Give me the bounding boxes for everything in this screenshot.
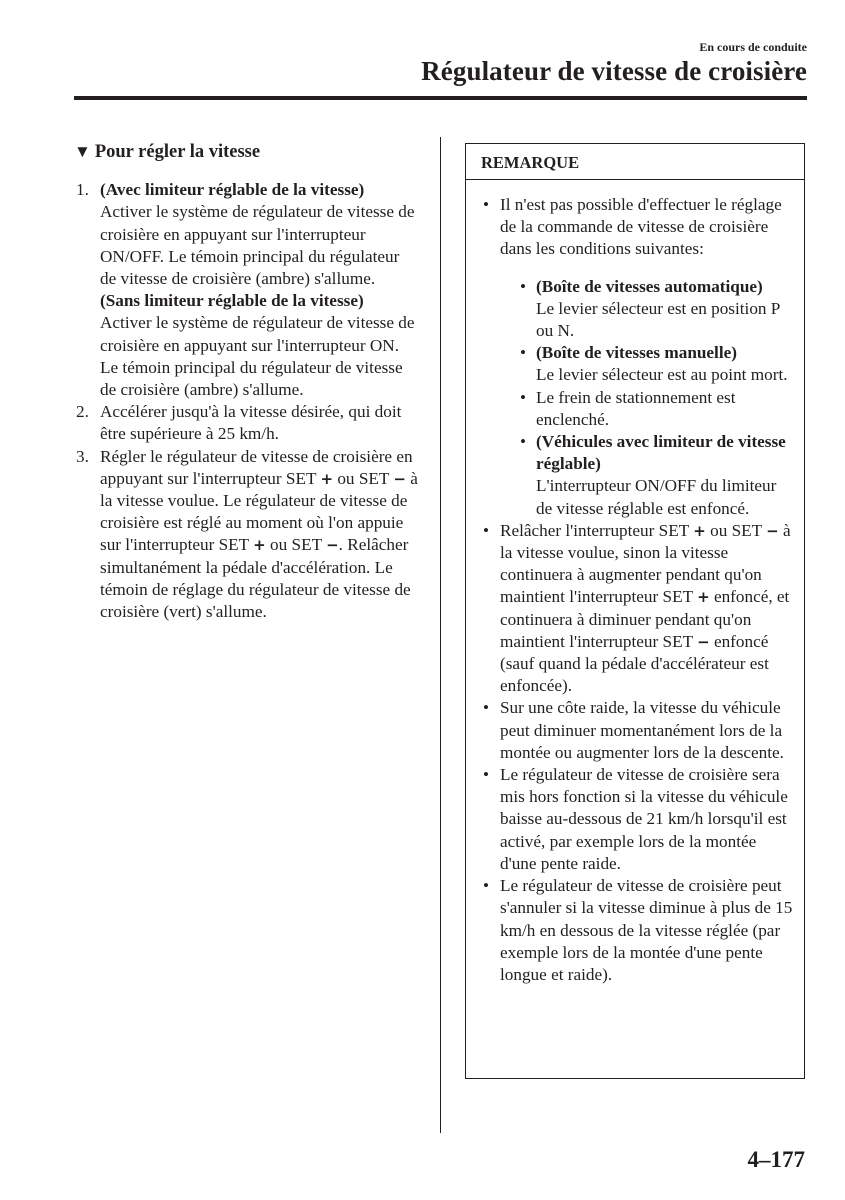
condition-text: L'interrupteur ON/OFF du limiteur de vitesse réglable est enfoncé.	[536, 476, 777, 518]
note-intro: Il n'est pas possible d'effectuer le réglage de la commande de vitesse de croisière dans les conditions suivantes:	[500, 195, 782, 259]
minus-icon: −	[393, 469, 406, 488]
condition-item	[500, 342, 794, 386]
subheading	[74, 141, 418, 163]
plus-icon: +	[697, 588, 710, 607]
page-title: Régulateur de vitesse de croisière	[421, 56, 807, 86]
plus-icon: +	[693, 521, 706, 540]
header-rule	[74, 96, 807, 100]
slope-text: Sur une côte raide, la vitesse du véhicule peut diminuer momentanément lors de la montée ou augmenter lors de la descente.	[500, 698, 784, 762]
note-item-cancel	[480, 875, 794, 986]
minus-icon: −	[326, 536, 339, 555]
cancel-text: Le régulateur de vitesse de croisière peut s'annuler si la vitesse diminue à plus de 15 km/h en dessous de la vitesse réglée (par exemple lors de la montée d'une pente longue et raide).	[500, 876, 793, 984]
release-text-5: enfoncé (sauf quand la pédale d'accélérateur est enfoncée).	[500, 631, 769, 696]
step-2	[74, 401, 418, 445]
release-text-3: à la vitesse voulue, sinon la vitesse continuera à augmenter pendant qu'on maintient l'interrupteur SET	[500, 520, 791, 607]
bullet-icon: •	[483, 698, 490, 718]
bullet-icon: •	[483, 765, 490, 785]
note-box	[465, 143, 805, 1079]
conditions-list	[500, 276, 794, 520]
bullet-icon: •	[483, 520, 490, 540]
off-text: Le régulateur de vitesse de croisière sera mis hors fonction si la vitesse du véhicule baisse au-dessous de 21 km/h lorsqu'il est activé, par exemple lors de la montée d'une pente raide.	[500, 765, 788, 873]
bullet-icon: •	[520, 343, 527, 363]
condition-text: Le levier sélecteur est au point mort.	[536, 365, 788, 385]
note-label: REMARQUE	[466, 144, 804, 180]
step-1-text-1: Activer le système de régulateur de vitesse de croisière en appuyant sur l'interrupteur ON/OFF. Le témoin principal du régulateur de vitesse de croisière (ambre) s'allume.	[100, 202, 415, 289]
step-3-text-5: . Relâcher simultanément la pédale d'accélération. Le témoin de réglage du régulateur de vitesse de croisière (vert) s'allume.	[100, 535, 411, 622]
minus-icon: −	[766, 521, 779, 540]
condition-label: (Véhicules avec limiteur de vitesse réglable)	[536, 432, 786, 474]
note-item-conditions	[480, 194, 794, 520]
condition-item	[500, 276, 794, 343]
step-number: 2.	[76, 402, 89, 422]
plus-icon: +	[320, 469, 334, 488]
step-3-text-1: Régler le régulateur de vitesse de croisière en appuyant sur l'interrupteur SET	[100, 446, 413, 488]
condition-item	[500, 387, 794, 431]
step-1-condition-2: (Sans limiteur réglable de la vitesse)	[100, 291, 364, 311]
release-text-4: enfoncé, et continuera à diminuer pendant qu'on maintient l'interrupteur SET	[500, 587, 790, 651]
note-body	[466, 180, 804, 986]
condition-text: Le frein de stationnement est enclenché.	[536, 387, 736, 429]
step-2-text: Accélérer jusqu'à la vitesse désirée, qui doit être supérieure à 25 km/h.	[100, 402, 402, 444]
step-3-text-2: ou SET	[337, 468, 390, 488]
step-number: 1.	[76, 180, 89, 200]
bullet-icon: •	[520, 276, 527, 296]
note-item-off	[480, 764, 794, 875]
bullet-icon: •	[520, 387, 527, 407]
step-3-text-3: à la vitesse voulue. Le régulateur de vitesse de croisière est réglé au moment où l'on appuie sur l'interrupteur SET	[100, 468, 418, 555]
page-number: 4–177	[747, 1147, 805, 1172]
minus-icon: −	[697, 632, 710, 651]
step-number: 3.	[76, 446, 89, 466]
step-1-text-2: Activer le système de régulateur de vitesse de croisière en appuyant sur l'interrupteur ON. Le témoin principal du régulateur de vitesse de croisière (ambre) s'allume.	[100, 313, 415, 400]
release-text-2: ou SET	[710, 520, 762, 540]
column-divider	[440, 137, 441, 1133]
condition-item	[500, 431, 794, 520]
step-1-condition-1: (Avec limiteur réglable de la vitesse)	[100, 180, 365, 200]
bullet-icon: •	[520, 432, 527, 452]
step-3	[74, 446, 418, 624]
left-column	[74, 141, 418, 623]
step-1	[74, 179, 418, 401]
plus-icon: +	[253, 536, 266, 555]
step-3-text-4: ou SET	[270, 535, 322, 555]
header-section-label: En cours de conduite	[699, 40, 807, 54]
condition-text: Le levier sélecteur est en position P ou N.	[536, 298, 780, 341]
note-list	[480, 194, 794, 986]
triangle-icon: ▼	[74, 142, 91, 161]
note-item-release	[480, 520, 794, 698]
condition-label: (Boîte de vitesses manuelle)	[536, 343, 737, 363]
condition-label: (Boîte de vitesses automatique)	[536, 276, 763, 296]
steps-list	[74, 179, 418, 623]
bullet-icon: •	[483, 195, 490, 214]
bullet-icon: •	[483, 876, 490, 896]
release-text-1: Relâcher l'interrupteur SET	[500, 520, 689, 540]
note-item-slope	[480, 697, 794, 764]
subheading-text: Pour régler la vitesse	[94, 142, 261, 162]
